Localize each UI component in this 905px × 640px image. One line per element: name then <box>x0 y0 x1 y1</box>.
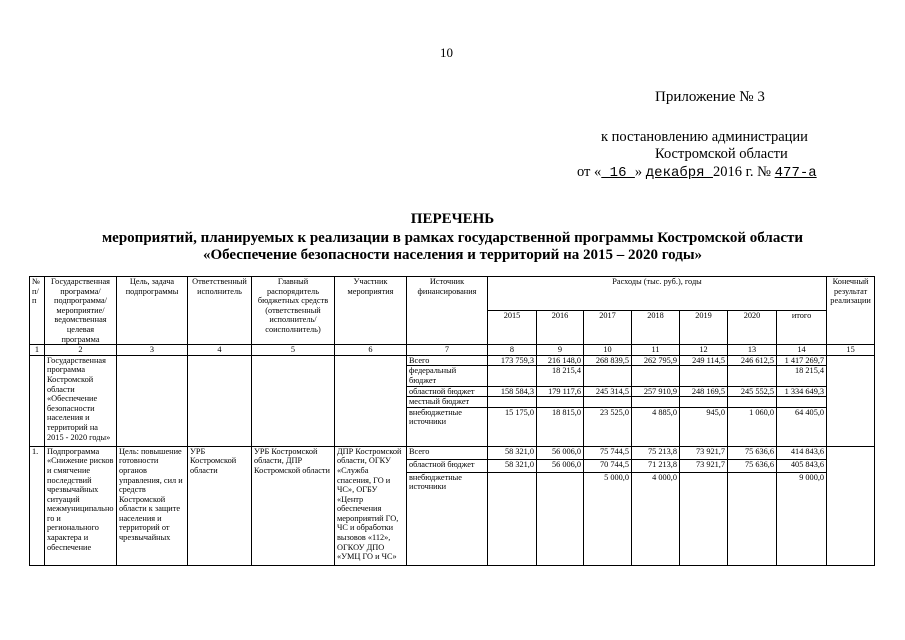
header-participant: Участник мероприятия <box>335 277 407 345</box>
header-year: 2018 <box>632 311 680 345</box>
value-cell <box>728 397 777 408</box>
program-goal <box>117 355 188 446</box>
value-cell: 158 584,3 <box>488 386 537 397</box>
value-cell: 245 552,5 <box>728 386 777 397</box>
source-cell: федеральный бюджет <box>407 366 488 386</box>
value-cell: 5 000,0 <box>584 472 632 565</box>
date-year: 2016 г. № <box>712 164 775 180</box>
resolution-line-1: к постановлению администрации <box>601 129 808 145</box>
value-cell: 179 117,6 <box>537 386 584 397</box>
col-number: 12 <box>680 345 728 356</box>
value-cell <box>632 366 680 386</box>
subprogram-participant: ДПР Костромской области, ОГКУ «Служба спасения, ГО и ЧС», ОГБУ «Центр обеспечения мероприятий ГО, ЧС и обработки вызовов «112», ОГКОУ ДПО «УМЦ ГО и ЧС» <box>335 446 407 565</box>
col-number: 8 <box>488 345 537 356</box>
value-cell: 73 921,7 <box>680 459 728 472</box>
value-cell: 70 744,5 <box>584 459 632 472</box>
col-number: 3 <box>117 345 188 356</box>
value-cell: 249 114,5 <box>680 355 728 366</box>
resolution-number: 477-а <box>774 165 817 181</box>
value-cell <box>584 366 632 386</box>
value-cell <box>537 472 584 565</box>
value-cell: 73 921,7 <box>680 446 728 459</box>
col-number: 2 <box>45 345 117 356</box>
value-cell: 56 006,0 <box>537 446 584 459</box>
value-cell: 56 006,0 <box>537 459 584 472</box>
value-cell: 18 815,0 <box>537 407 584 446</box>
program-manager <box>252 355 335 446</box>
col-number: 15 <box>827 345 875 356</box>
col-number: 5 <box>252 345 335 356</box>
header-result: Конечный результат реализации <box>827 277 875 345</box>
total-cell: 414 843,6 <box>777 446 827 459</box>
col-number: 7 <box>407 345 488 356</box>
subprogram-num: 1. <box>30 446 45 565</box>
col-number: 4 <box>188 345 252 356</box>
date-month: декабря <box>645 165 713 181</box>
value-cell <box>680 366 728 386</box>
total-cell: 9 000,0 <box>777 472 827 565</box>
value-cell: 173 759,3 <box>488 355 537 366</box>
date-mid: » <box>634 164 646 180</box>
value-cell <box>488 472 537 565</box>
header-total: итого <box>777 311 827 345</box>
value-cell: 75 636,6 <box>728 446 777 459</box>
header-year: 2017 <box>584 311 632 345</box>
col-number: 11 <box>632 345 680 356</box>
value-cell <box>632 397 680 408</box>
value-cell <box>488 397 537 408</box>
value-cell <box>680 397 728 408</box>
col-number: 13 <box>728 345 777 356</box>
value-cell: 945,0 <box>680 407 728 446</box>
document-subtitle-1: мероприятий, планируемых к реализации в рамках государственной программы Костромской области <box>101 230 804 246</box>
value-cell: 18 215,4 <box>537 366 584 386</box>
col-number: 9 <box>537 345 584 356</box>
value-cell: 71 213,8 <box>632 459 680 472</box>
column-numbers-row <box>30 345 875 356</box>
col-number: 1 <box>30 345 45 356</box>
subprogram-manager: УРБ Костромской области, ДПР Костромской области <box>252 446 335 565</box>
value-cell: 75 744,5 <box>584 446 632 459</box>
value-cell <box>680 472 728 565</box>
total-cell: 1 417 269,7 <box>777 355 827 366</box>
value-cell: 75 636,6 <box>728 459 777 472</box>
appendix-label: Приложение № 3 <box>655 89 765 105</box>
subprogram-goal: Цель: повышение готовности органов управления, сил и средств Костромской области к защите населения и территорий от чрезвычайных <box>117 446 188 565</box>
document-subtitle-2: «Обеспечение безопасности населения и территорий на 2015 – 2020 годы» <box>202 247 703 263</box>
value-cell: 248 169,5 <box>680 386 728 397</box>
total-cell: 64 405,0 <box>777 407 827 446</box>
source-cell: областной бюджет <box>407 386 488 397</box>
value-cell: 58 321,0 <box>488 446 537 459</box>
value-cell: 1 060,0 <box>728 407 777 446</box>
resolution-date <box>577 164 817 181</box>
header-year: 2016 <box>537 311 584 345</box>
subprogram-result <box>827 446 875 565</box>
source-cell: внебюджетные источники <box>407 472 488 565</box>
date-prefix: от « <box>577 164 602 180</box>
activities-table <box>29 276 875 566</box>
col-number: 6 <box>335 345 407 356</box>
program-participant <box>335 355 407 446</box>
subprogram-row-total <box>30 446 875 459</box>
resolution-line-2: Костромской области <box>655 146 788 162</box>
total-cell: 1 334 649,3 <box>777 386 827 397</box>
source-cell: Всего <box>407 355 488 366</box>
date-day: 16 <box>601 165 635 181</box>
col-number: 10 <box>584 345 632 356</box>
total-cell: 18 215,4 <box>777 366 827 386</box>
page-number: 10 <box>440 45 453 60</box>
header-year: 2020 <box>728 311 777 345</box>
value-cell: 4 000,0 <box>632 472 680 565</box>
value-cell: 257 910,9 <box>632 386 680 397</box>
header-year: 2019 <box>680 311 728 345</box>
program-row-total <box>30 355 875 366</box>
value-cell: 23 525,0 <box>584 407 632 446</box>
program-name: Государственная программа Костромской области «Обеспечение безопасности населения и территорий на 2015 - 2020 годы» <box>45 355 117 446</box>
source-cell: местный бюджет <box>407 397 488 408</box>
value-cell: 75 213,8 <box>632 446 680 459</box>
header-executor: Ответственный исполнитель <box>188 277 252 345</box>
header-expenses: Расходы (тыс. руб.), годы <box>488 277 827 311</box>
document-title: ПЕРЕЧЕНЬ <box>410 211 495 227</box>
value-cell: 268 839,5 <box>584 355 632 366</box>
header-row <box>30 277 875 311</box>
value-cell: 4 885,0 <box>632 407 680 446</box>
value-cell: 246 612,5 <box>728 355 777 366</box>
program-result <box>827 355 875 446</box>
header-manager: Главный распорядитель бюджетных средств (ответственный исполнитель/ соисполнитель) <box>252 277 335 345</box>
value-cell: 262 795,9 <box>632 355 680 366</box>
program-executor <box>188 355 252 446</box>
header-program: Государственная программа/ подпрограмма/ мероприятие/ ведомственная целевая программа <box>45 277 117 345</box>
subprogram-name: Подпрограмма «Снижение рисков и смягчение последствий чрезвычайных ситуаций межмуниципального и регионального характера и обеспечение <box>45 446 117 565</box>
value-cell: 15 175,0 <box>488 407 537 446</box>
value-cell <box>488 366 537 386</box>
program-num <box>30 355 45 446</box>
value-cell <box>728 472 777 565</box>
header-num: № п/п <box>30 277 45 345</box>
total-cell: 405 843,6 <box>777 459 827 472</box>
source-cell: областной бюджет <box>407 459 488 472</box>
header-source: Источник финансирования <box>407 277 488 345</box>
header-year: 2015 <box>488 311 537 345</box>
value-cell: 58 321,0 <box>488 459 537 472</box>
value-cell <box>584 397 632 408</box>
subprogram-executor: УРБ Костромской области <box>188 446 252 565</box>
col-number: 14 <box>777 345 827 356</box>
source-cell: Всего <box>407 446 488 459</box>
header-goal: Цель, задача подпрограммы <box>117 277 188 345</box>
value-cell <box>537 397 584 408</box>
value-cell: 245 314,5 <box>584 386 632 397</box>
source-cell: внебюджетные источники <box>407 407 488 446</box>
total-cell <box>777 397 827 408</box>
value-cell: 216 148,0 <box>537 355 584 366</box>
value-cell <box>728 366 777 386</box>
